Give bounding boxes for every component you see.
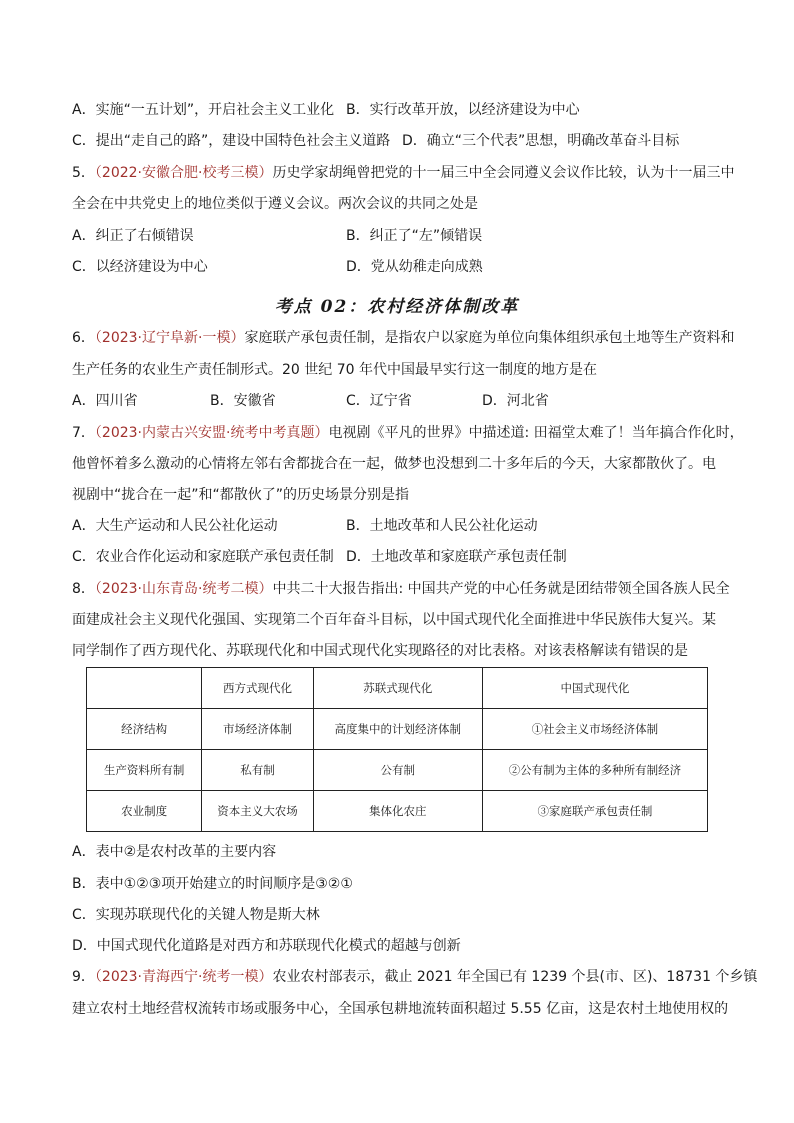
table-header-cell (87, 668, 202, 709)
q9-source: （2023·青海西宁·统考一模） (94, 969, 273, 985)
q7-source: （2023·内蒙古兴安盟·统考中考真题） (94, 425, 329, 441)
q9-stem-line-1 (72, 967, 757, 987)
q8-option-b: B．表中①②③项开始建立的时间顺序是③②① (72, 876, 353, 892)
q5-option-b: B．纠正了“左”倾错误 (346, 228, 483, 244)
q6-option-c: C．辽宁省 (346, 393, 412, 409)
q5-number: 5． (72, 165, 95, 181)
q6-number: 6． (72, 330, 95, 346)
q6-stem-text-1: 家庭联产承包责任制，是指农户以家庭为单位向集体组织承包土地等生产资料和 (244, 330, 735, 346)
q4-option-b: B．实行改革开放，以经济建设为中心 (346, 102, 580, 118)
q8-option-a: A．表中②是农村改革的主要内容 (72, 844, 277, 860)
table-cell: 集体化农庄 (313, 791, 482, 832)
table-cell: 高度集中的计划经济体制 (313, 709, 482, 750)
q8-stem-line-2: 面建成社会主义现代化强国、实现第二个百年奋斗目标，以中国式现代化全面推进中华民族伟大复兴。某 (72, 612, 716, 628)
q5-stem-line-2: 全会在中共党史上的地位类似于遵义会议。两次会议的共同之处是 (72, 196, 478, 212)
q6-stem-line-2: 生产任务的农业生产责任制形式。20 世纪 70 年代中国最早实行这一制度的地方是在 (72, 362, 597, 378)
q8-option-d: D．中国式现代化道路是对西方和苏联现代化模式的超越与创新 (72, 938, 461, 954)
table-cell: ②公有制为主体的多种所有制经济 (482, 750, 707, 791)
q5-stem-text-1: 历史学家胡绳曾把党的十一届三中全会同遵义会议作比较，认为十一届三中 (272, 165, 735, 181)
table-cell: 农业制度 (87, 791, 202, 832)
q8-number: 8． (72, 581, 95, 597)
q8-stem-line-1 (72, 579, 730, 599)
table-header-cell: 西方式现代化 (202, 668, 313, 709)
q6-source: （2023·辽宁阜新·一模） (94, 330, 245, 346)
q9-stem-line-2: 建立农村土地经营权流转市场或服务中心，全国承包耕地流转面积超过 5.55 亿亩，这是农村土地使用权的 (72, 1001, 729, 1017)
q4-option-c: C．提出“走自己的路”，建设中国特色社会主义道路 (72, 133, 391, 149)
q7-option-c: C．农业合作化运动和家庭联产承包责任制 (72, 549, 334, 565)
q5-option-a: A．纠正了右倾错误 (72, 228, 194, 244)
q9-number: 9． (72, 969, 95, 985)
q4-option-a: A．实施“一五计划”，开启社会主义工业化 (72, 102, 335, 118)
q7-stem-line-1 (72, 423, 744, 443)
table-cell: ①社会主义市场经济体制 (482, 709, 707, 750)
q8-source: （2023·山东青岛·统考二模） (94, 581, 273, 597)
table-header-cell: 苏联式现代化 (313, 668, 482, 709)
table-header-cell: 中国式现代化 (482, 668, 707, 709)
q8-stem-line-3: 同学制作了西方现代化、苏联现代化和中国式现代化实现路径的对比表格。对该表格解读有错误的是 (72, 643, 688, 659)
q7-stem-line-3: 视剧中“拢合在一起”和“都散伙了”的历史场景分别是指 (72, 487, 410, 503)
table-cell: 经济结构 (87, 709, 202, 750)
table-cell: 公有制 (313, 750, 482, 791)
q9-stem-text-1: 农业农村部表示，截止 2021 年全国已有 1239 个县(市、区)、18731 个乡镇 (272, 969, 758, 985)
table-cell: 资本主义大农场 (202, 791, 313, 832)
section-heading: 考点 02：农村经济体制改革 (274, 297, 520, 317)
q6-option-a: A．四川省 (72, 393, 138, 409)
q6-stem-line-1 (72, 328, 734, 348)
q7-stem-text-1: 电视剧《平凡的世界》中描述道: 田福堂太难了！当年搞合作化时， (328, 425, 744, 441)
table-row (87, 709, 708, 750)
q5-option-d: D．党从幼稚走向成熟 (346, 259, 483, 275)
q6-option-d: D．河北省 (482, 393, 549, 409)
table-cell: 私有制 (202, 750, 313, 791)
table-row (87, 791, 708, 832)
q8-option-c: C．实现苏联现代化的关键人物是斯大林 (72, 907, 320, 923)
q5-source: （2022·安徽合肥·校考三模） (94, 165, 273, 181)
q5-option-c: C．以经济建设为中心 (72, 259, 208, 275)
table-row (87, 750, 708, 791)
table-cell: 生产资料所有制 (87, 750, 202, 791)
q5-stem-line-1 (72, 163, 734, 183)
q7-option-b: B．土地改革和人民公社化运动 (346, 518, 538, 534)
q7-number: 7． (72, 425, 95, 441)
q6-option-b: B．安徽省 (210, 393, 276, 409)
table-header-row (87, 668, 708, 709)
q7-option-d: D．土地改革和家庭联产承包责任制 (346, 549, 567, 565)
q4-option-d: D．确立“三个代表”思想，明确改革奋斗目标 (402, 133, 680, 149)
q7-option-a: A．大生产运动和人民公社化运动 (72, 518, 278, 534)
table-cell: ③家庭联产承包责任制 (482, 791, 707, 832)
table-cell: 市场经济体制 (202, 709, 313, 750)
q7-stem-line-2: 他曾怀着多么激动的心情将左邻右舍都拢合在一起，做梦也没想到二十多年后的今天，大家都散伙了。电 (72, 456, 716, 472)
comparison-table (86, 667, 708, 832)
q8-stem-text-1: 中共二十大报告指出: 中国共产党的中心任务就是团结带领全国各族人民全 (272, 581, 730, 597)
